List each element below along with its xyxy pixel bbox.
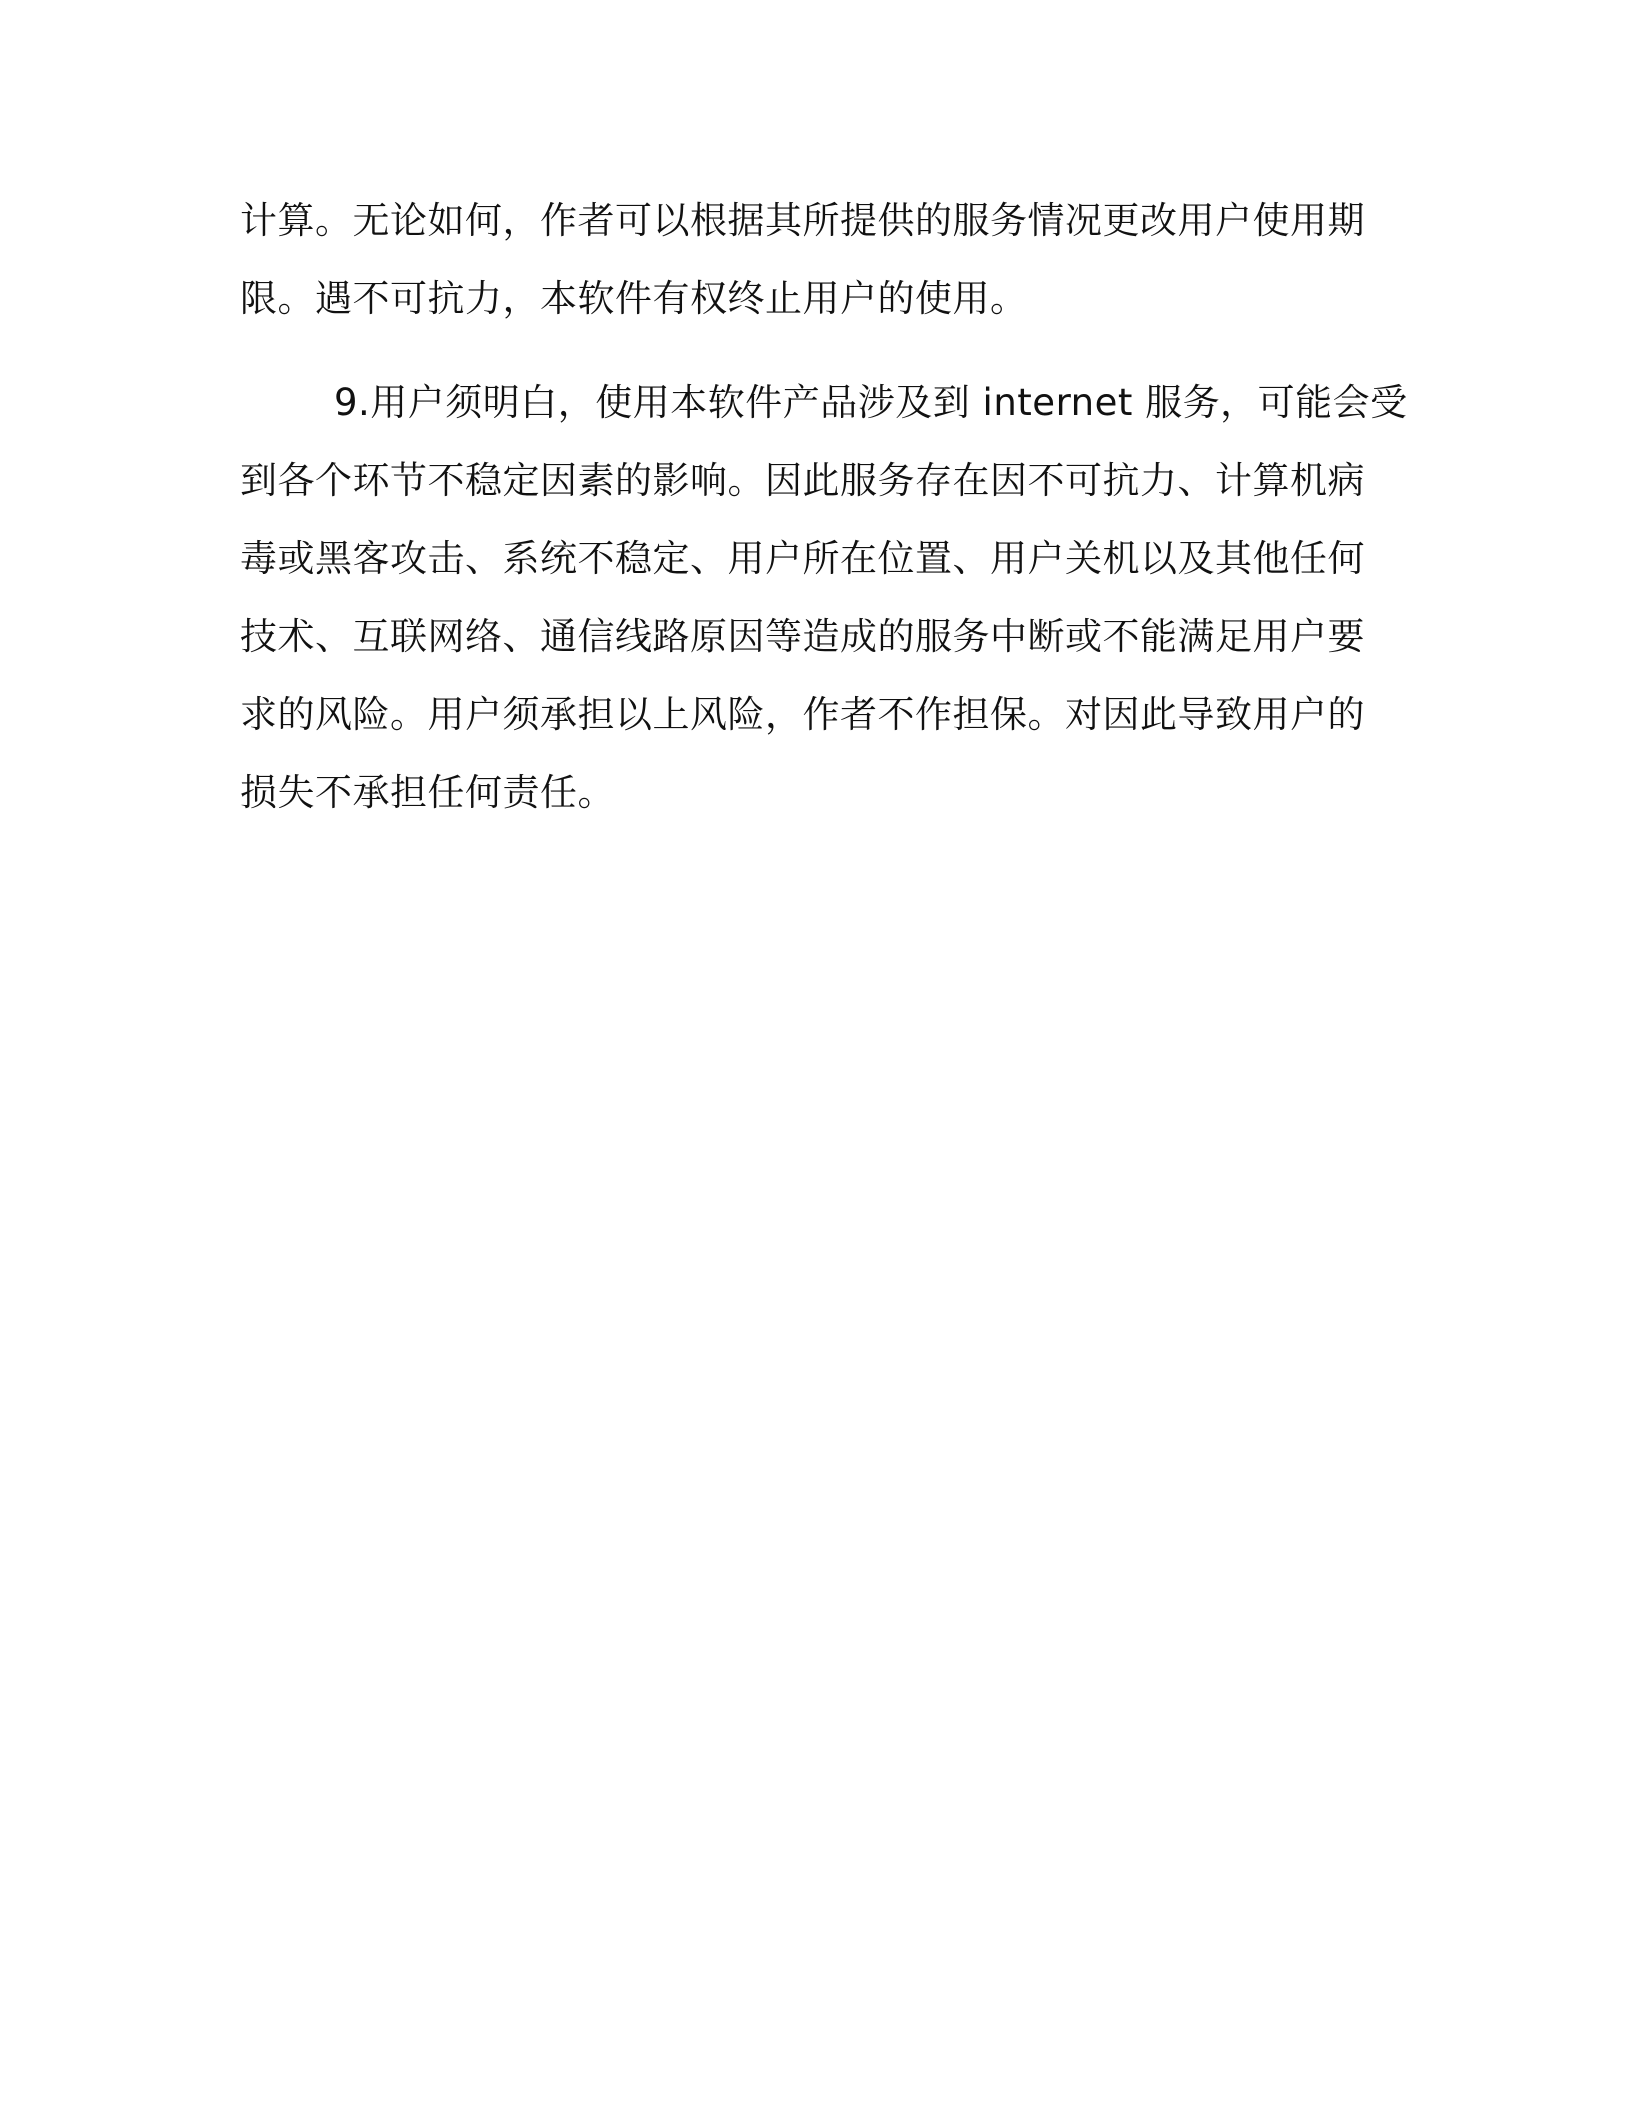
paragraph-2-line-3: 毒或黑客攻击、系统不稳定、用户所在位置、用户关机以及其他任何 (240, 537, 1365, 580)
paragraph-2-line-1: 9.用户须明白，使用本软件产品涉及到 internet 服务，可能会受 (334, 381, 1408, 424)
document-body (240, 182, 1408, 832)
paragraph-1-line-1: 计算。无论如何，作者可以根据其所提供的服务情况更改用户使用期 (240, 199, 1365, 242)
paragraph-1 (240, 182, 1400, 338)
paragraph-2-line-5: 求的风险。用户须承担以上风险，作者不作担保。对因此导致用户的 (240, 693, 1365, 736)
paragraph-spacer (240, 338, 1400, 364)
paragraph-2 (240, 364, 1408, 832)
paragraph-2-line-2: 到各个环节不稳定因素的影响。因此服务存在因不可抗力、计算机病 (240, 459, 1365, 502)
paragraph-2-line-6: 损失不承担任何责任。 (240, 771, 615, 814)
paragraph-1-line-2: 限。遇不可抗力，本软件有权终止用户的使用。 (240, 277, 1028, 320)
paragraph-2-line-4: 技术、互联网络、通信线路原因等造成的服务中断或不能满足用户要 (240, 615, 1365, 658)
